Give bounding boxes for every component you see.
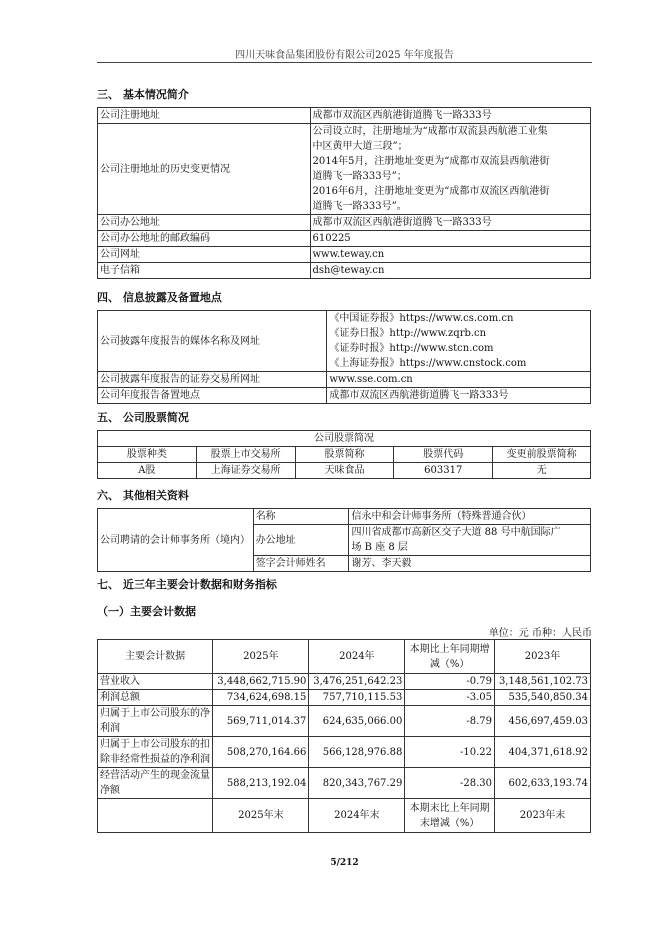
value-2024: 757,710,115.53: [309, 690, 405, 706]
value-2023: 3,148,561,102.73: [494, 674, 590, 690]
value-2023: 535,540,850.34: [494, 690, 590, 706]
column-header: 2025年: [213, 640, 309, 674]
disclosure-table: [97, 310, 591, 404]
table-row: [98, 640, 591, 674]
table-row: [98, 108, 591, 124]
row-label: 办公地址: [253, 525, 349, 556]
value-2024: 566,128,976.88: [309, 737, 405, 768]
row-label: 公司年度报告备置地点: [98, 388, 327, 404]
row-label: 公司办公地址的邮政编码: [98, 231, 311, 247]
table-row: [98, 737, 591, 768]
history-line: 公司设立时，注册地址为“成都市双流县西航港工业集: [312, 126, 548, 137]
table-row: [98, 768, 591, 799]
value-2025: 588,213,192.04: [213, 768, 309, 799]
table-cell: [98, 799, 213, 833]
row-value: 610225: [310, 231, 591, 247]
history-line: 中区黄甲大道三段”；: [312, 141, 408, 152]
table-cell: A股: [98, 463, 197, 479]
media-line: 《上海证券报》https://www.cnstock.com: [329, 358, 527, 369]
basic-info-table: [97, 107, 591, 279]
auditor-label: 公司聘请的会计师事务所（境内）: [98, 509, 254, 572]
column-header: 股票种类: [98, 447, 197, 463]
value-2023: 404,371,618.92: [494, 737, 590, 768]
column-header: 2025年末: [213, 799, 309, 833]
table-row: [98, 431, 591, 447]
row-value: dsh@teway.cn: [310, 263, 591, 279]
address-line: 四川省成都市高新区交子大道 88 号中航国际广: [351, 527, 561, 538]
value-2025: 508,270,164.66: [213, 737, 309, 768]
column-header: 2023年: [494, 640, 590, 674]
row-label: 归属于上市公司股东的净利润: [98, 706, 213, 737]
column-header: 股票简称: [295, 447, 394, 463]
table-row: [98, 215, 591, 231]
financial-table: [97, 639, 591, 833]
column-header: 变更前股票简称: [493, 447, 591, 463]
table-title: 公司股票简况: [98, 431, 591, 447]
table-row: [98, 799, 591, 833]
row-label: 归属于上市公司股东的扣除非经常性损益的净利润: [98, 737, 213, 768]
column-header: 本期末比上年同期末增减（%）: [405, 799, 495, 833]
table-row: [98, 463, 591, 479]
header-divider: [97, 62, 592, 63]
row-label: 公司网址: [98, 247, 311, 263]
value-2024: 624,635,066.00: [309, 706, 405, 737]
value-2025: 3,448,662,715.90: [213, 674, 309, 690]
section4-heading: 四、 信息披露及备置地点: [97, 291, 222, 304]
column-header: 股票上市交易所: [196, 447, 295, 463]
table-row: [98, 690, 591, 706]
table-row: [98, 247, 591, 263]
column-header: 主要会计数据: [98, 640, 213, 674]
row-value: 谢芳、李天毅: [349, 556, 591, 572]
value-2023: 456,697,459.03: [494, 706, 590, 737]
address-line: 场 B 座 8 层: [351, 542, 408, 553]
row-label: 公司披露年度报告的证券交易所网址: [98, 372, 327, 388]
column-header: 2023年末: [494, 799, 590, 833]
value-change: -10.22: [405, 737, 495, 768]
value-change: -0.79: [405, 674, 495, 690]
table-row: [98, 263, 591, 279]
row-value: [349, 525, 591, 556]
row-value: 成都市双流区西航港街道腾飞一路333号: [310, 215, 591, 231]
table-cell: 无: [493, 463, 591, 479]
row-value: 信永中和会计师事务所（特殊普通合伙）: [349, 509, 591, 525]
row-value: 成都市双流区西航港街道腾飞一路333号: [327, 388, 591, 404]
value-2024: 820,343,767.29: [309, 768, 405, 799]
table-cell: 天味食品: [295, 463, 394, 479]
media-line: 《证券时报》http://www.stcn.com: [329, 343, 494, 354]
row-value: www.teway.cn: [310, 247, 591, 263]
column-header: 2024年: [309, 640, 405, 674]
section3-heading: 三、 基本情况简介: [97, 88, 189, 101]
media-line: 《证券日报》http://www.zqrb.cn: [329, 328, 487, 339]
table-row: [98, 311, 591, 372]
history-line: 道腾飞一路333号”；: [312, 171, 407, 182]
value-2023: 602,633,193.74: [494, 768, 590, 799]
table-row: [98, 124, 591, 215]
media-list: [327, 311, 591, 372]
column-header: 本期比上年同期增减（%）: [405, 640, 495, 674]
media-line: 《中国证券报》https://www.cs.com.cn: [329, 313, 514, 324]
row-label: 电子信箱: [98, 263, 311, 279]
table-row: [98, 447, 591, 463]
row-label: 签字会计师姓名: [253, 556, 349, 572]
value-2025: 569,711,014.37: [213, 706, 309, 737]
row-label: 公司注册地址的历史变更情况: [98, 124, 311, 215]
table-row: [98, 509, 591, 525]
currency-unit: 单位：元 币种：人民币: [488, 628, 592, 639]
table-row: [98, 674, 591, 690]
row-label: 名称: [253, 509, 349, 525]
value-change: -3.05: [405, 690, 495, 706]
row-label: 营业收入: [98, 674, 213, 690]
column-header: 股票代码: [394, 447, 493, 463]
value-2025: 734,624,698.15: [213, 690, 309, 706]
history-line: 道腾飞一路333号”。: [312, 201, 407, 212]
section5-heading: 五、 公司股票简况: [97, 411, 189, 424]
row-value: 成都市双流区西航港街道腾飞一路333号: [310, 108, 591, 124]
page-number: 5/212: [330, 858, 359, 868]
value-2024: 3,476,251,642.23: [309, 674, 405, 690]
row-label: 公司注册地址: [98, 108, 311, 124]
row-label: 经营活动产生的现金流量净额: [98, 768, 213, 799]
value-change: -28.30: [405, 768, 495, 799]
column-header: 2024年末: [309, 799, 405, 833]
table-row: [98, 231, 591, 247]
row-label: 利润总额: [98, 690, 213, 706]
stock-table: [97, 430, 591, 479]
table-cell: 上海证券交易所: [196, 463, 295, 479]
address-history: [310, 124, 591, 215]
page-header: 四川天味食品集团股份有限公司2025 年年度报告: [235, 50, 454, 61]
row-label: 公司办公地址: [98, 215, 311, 231]
row-value: www.sse.com.cn: [327, 372, 591, 388]
table-row: [98, 372, 591, 388]
section7-subheading: （一）主要会计数据: [97, 605, 196, 618]
history-line: 2016年6月，注册地址变更为“成都市双流区西航港街: [312, 186, 550, 197]
row-label: 公司披露年度报告的媒体名称及网址: [98, 311, 327, 372]
section7-heading: 七、 近三年主要会计数据和财务指标: [97, 578, 277, 591]
auditor-table: [97, 508, 591, 572]
section6-heading: 六、 其他相关资料: [97, 489, 189, 502]
table-cell: 603317: [394, 463, 493, 479]
table-row: [98, 388, 591, 404]
value-change: -8.79: [405, 706, 495, 737]
history-line: 2014年5月，注册地址变更为“成都市双流县西航港街: [312, 156, 550, 167]
table-row: [98, 706, 591, 737]
